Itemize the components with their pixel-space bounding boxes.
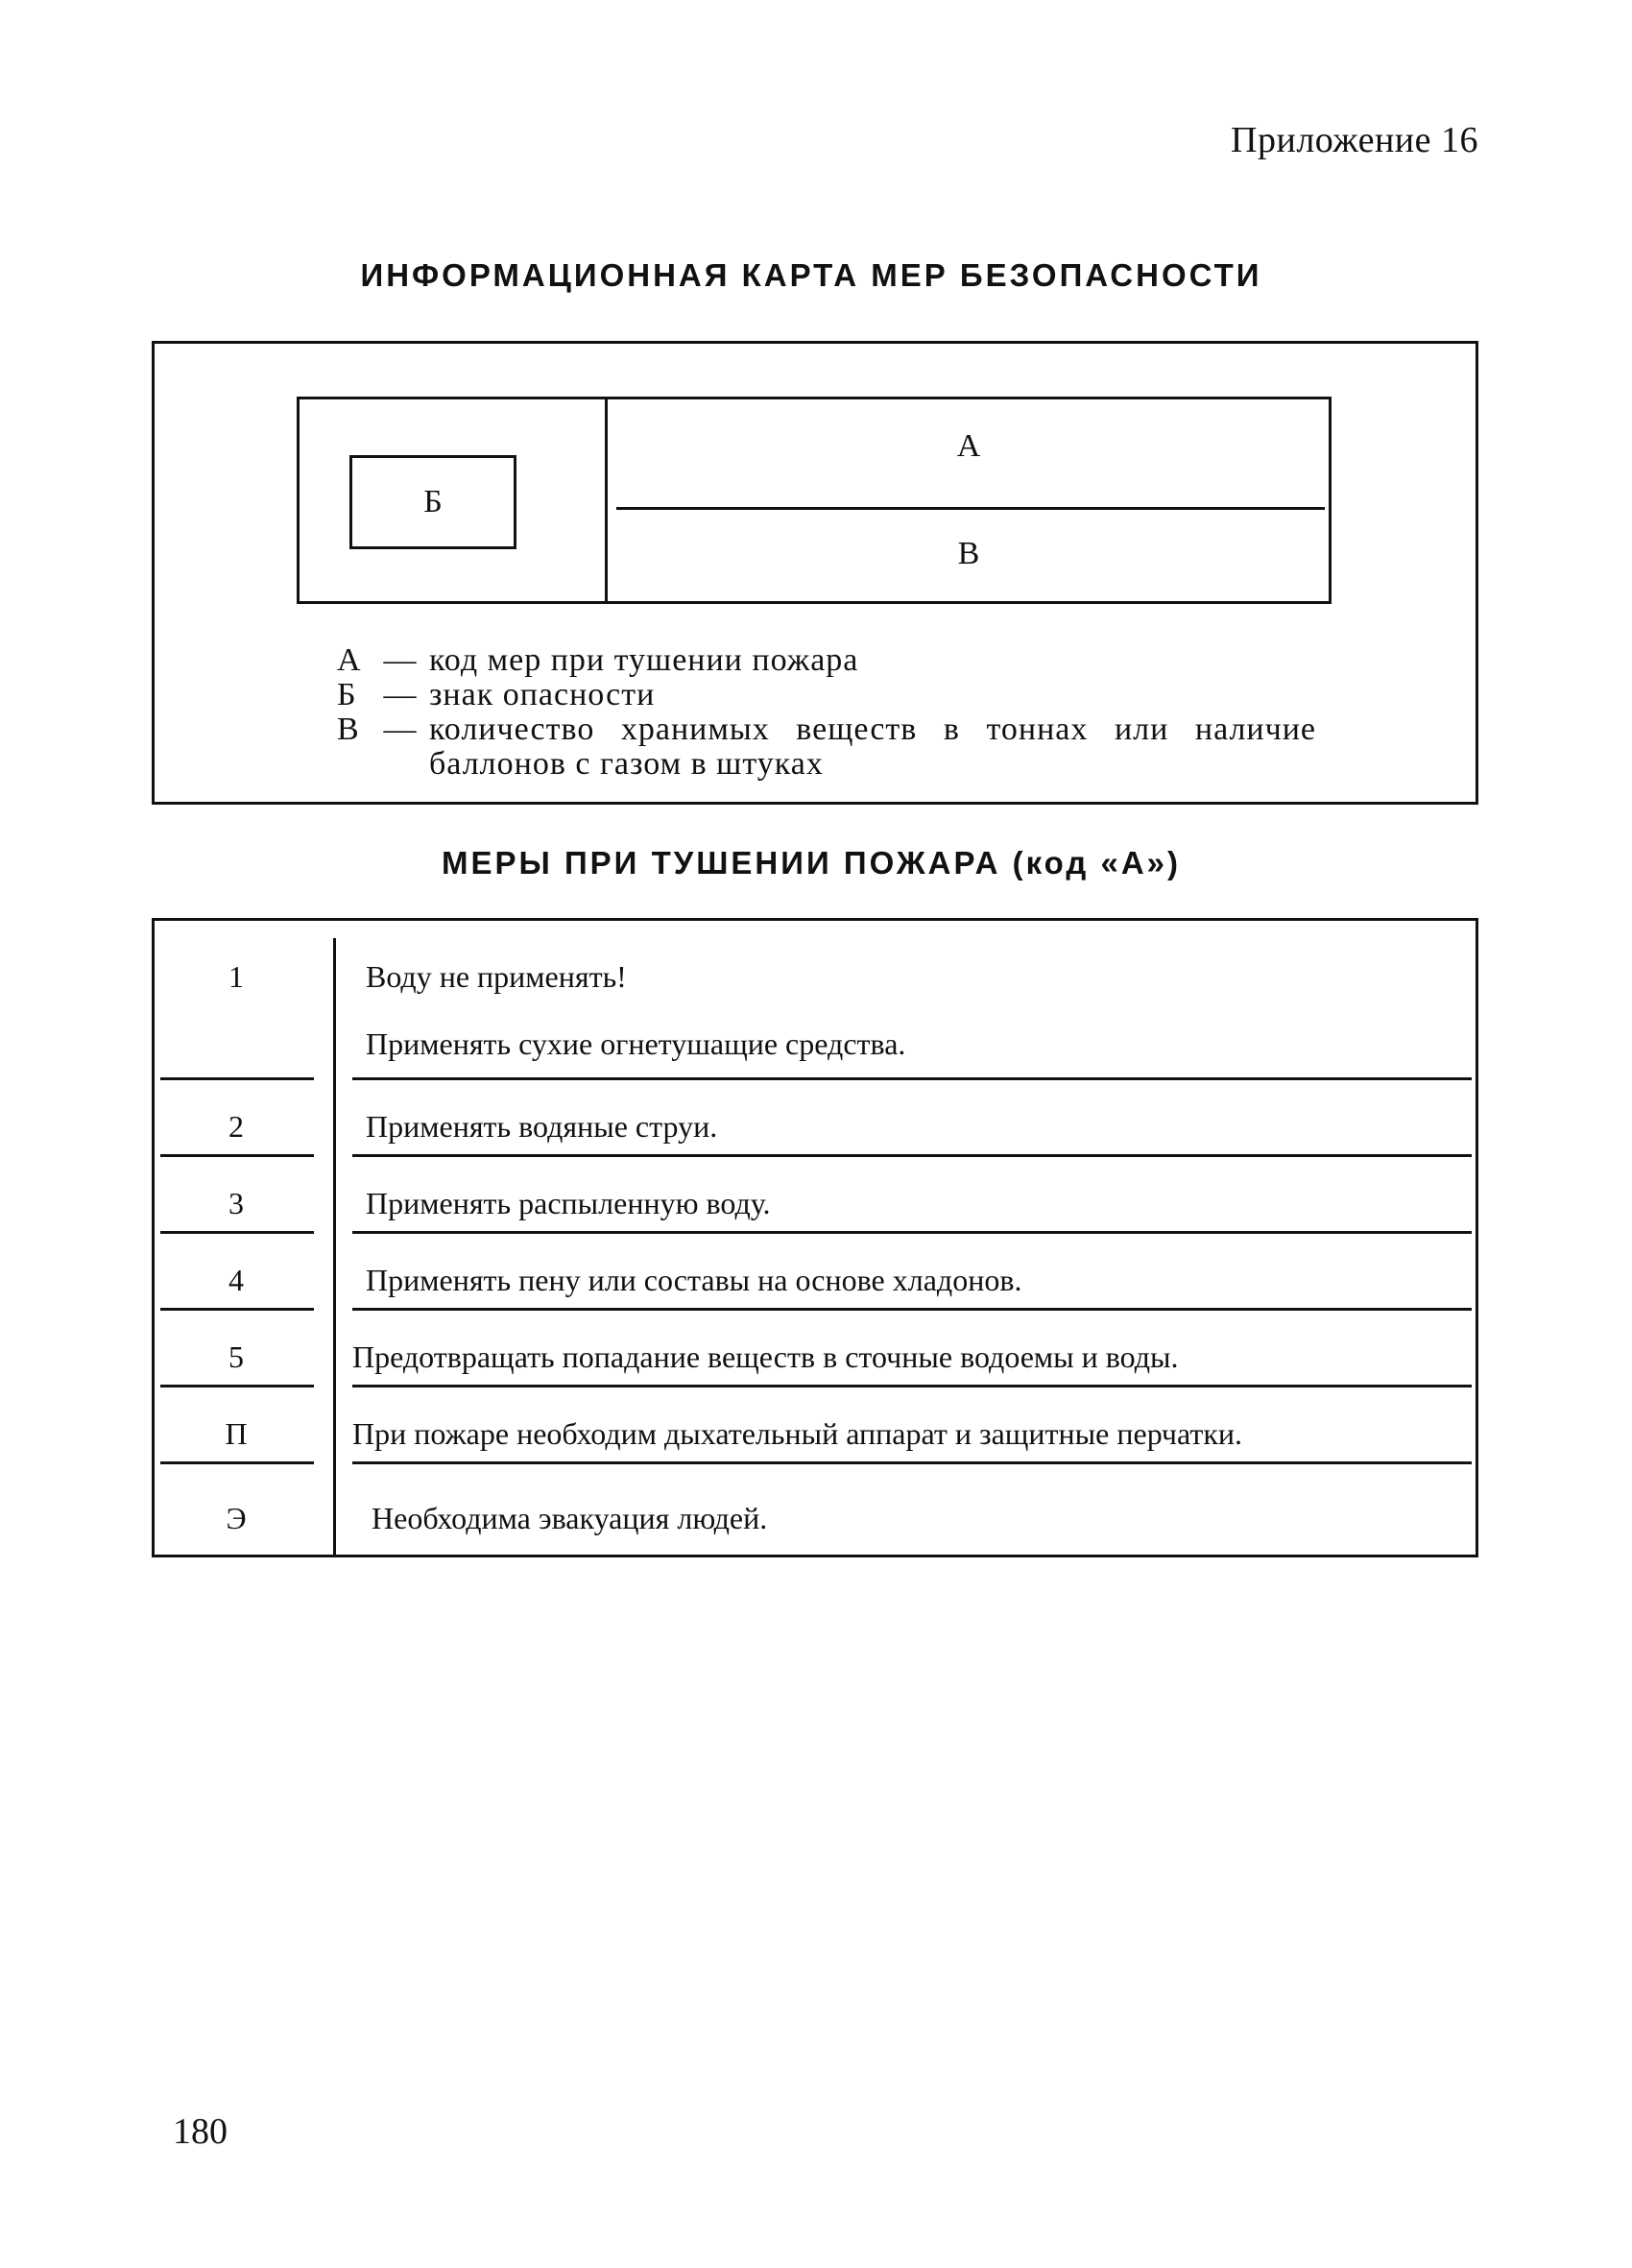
- measure-text: Воду не применять!: [366, 959, 627, 994]
- row-rule: [160, 1077, 314, 1080]
- legend-dash: —: [383, 712, 418, 747]
- legend-text: код мер при тушении пожара: [429, 642, 859, 678]
- legend-item: [337, 678, 1316, 712]
- legend-item: [337, 747, 1316, 782]
- row-rule: [160, 1231, 314, 1234]
- legend: [337, 643, 1316, 782]
- row-rule: [160, 1385, 314, 1387]
- legend-dash: —: [383, 677, 418, 712]
- measure-text: Необходима эвакуация людей.: [372, 1501, 768, 1535]
- measure-text: Применять пену или составы на основе хладонов.: [366, 1263, 1022, 1297]
- hazard-sign-label: Б: [423, 484, 443, 519]
- legend-text: баллонов с газом в штуках: [429, 746, 824, 782]
- plate-horizontal-divider: [616, 507, 1325, 510]
- measures-title: МЕРЫ ПРИ ТУШЕНИИ ПОЖАРА (код «А»): [441, 845, 1182, 881]
- measure-code: 3: [228, 1186, 244, 1220]
- row-rule: [160, 1461, 314, 1464]
- measure-text: Применять распыленную воду.: [366, 1186, 771, 1220]
- row-rule: [352, 1231, 1472, 1234]
- info-card: [152, 341, 1478, 805]
- legend-key: В: [337, 712, 360, 747]
- plate-cell-v: В: [957, 536, 980, 571]
- row-rule: [352, 1077, 1472, 1080]
- hazard-sign-box: [349, 455, 516, 549]
- measure-code: П: [225, 1416, 248, 1451]
- measure-text: Применять сухие огнетушащие средства.: [366, 1026, 906, 1061]
- legend-key: А: [337, 642, 362, 678]
- measure-code: 4: [228, 1263, 244, 1297]
- measure-code: 1: [228, 959, 244, 994]
- row-rule: [352, 1461, 1472, 1464]
- sign-plate-diagram: [297, 397, 1332, 604]
- legend-text: знак опасности: [429, 677, 656, 712]
- measure-text: Применять водяные струи.: [366, 1109, 718, 1144]
- measure-code: 2: [228, 1109, 244, 1144]
- info-card-title: ИНФОРМАЦИОННАЯ КАРТА МЕР БЕЗОПАСНОСТИ: [360, 257, 1262, 293]
- legend-text: количество хранимых веществ в тоннах или наличие: [429, 712, 1316, 747]
- measures-table: [152, 918, 1478, 1557]
- row-rule: [352, 1385, 1472, 1387]
- measure-text: При пожаре необходим дыхательный аппарат и защитные перчатки.: [352, 1416, 1243, 1451]
- legend-item: [337, 712, 1316, 747]
- column-divider: [333, 938, 336, 1555]
- legend-dash: [372, 747, 429, 782]
- plate-cell-a: А: [956, 428, 981, 464]
- plate-vertical-divider: [605, 399, 608, 601]
- row-rule: [352, 1154, 1472, 1157]
- legend-key: [337, 747, 372, 782]
- appendix-label: Приложение 16: [1231, 120, 1478, 160]
- row-rule: [160, 1308, 314, 1311]
- measure-text: Предотвращать попадание веществ в сточные водоемы и воды.: [352, 1339, 1179, 1374]
- row-rule: [352, 1308, 1472, 1311]
- legend-item: [337, 643, 1316, 678]
- measure-code: 5: [228, 1339, 244, 1374]
- legend-dash: —: [383, 642, 418, 678]
- row-rule: [160, 1154, 314, 1157]
- page-number: 180: [173, 2111, 228, 2152]
- measure-code: Э: [226, 1501, 247, 1535]
- legend-key: Б: [337, 677, 357, 712]
